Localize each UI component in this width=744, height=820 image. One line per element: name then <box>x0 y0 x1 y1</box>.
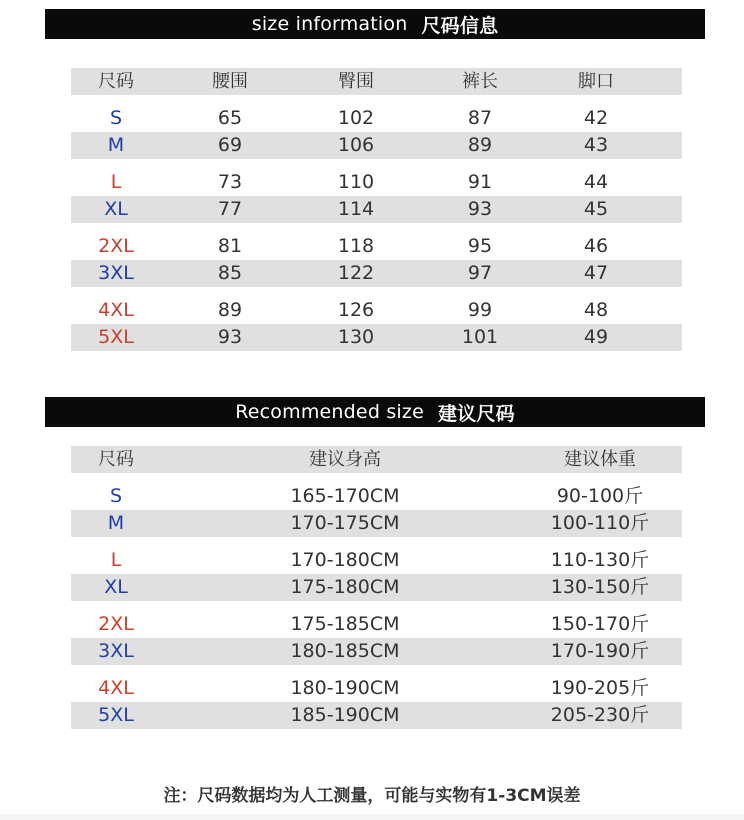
size-label: 3XL <box>98 640 134 662</box>
size-label: 4XL <box>98 677 134 699</box>
cell-recommended-weight: 110-130斤 <box>550 549 650 571</box>
size-label: M <box>107 134 125 156</box>
header-leg-opening: 脚口 <box>578 71 614 92</box>
size-information-banner <box>45 9 705 39</box>
cell-recommended-height: 180-190CM <box>290 677 400 699</box>
recommended-size-banner <box>45 397 705 427</box>
header-size: 尺码 <box>98 449 134 470</box>
cell-leg-opening: 45 <box>583 198 609 220</box>
header-recommended-height: 建议身高 <box>309 449 381 470</box>
footer-strip <box>0 814 744 820</box>
table-header-row <box>71 68 682 95</box>
cell-recommended-weight: 205-230斤 <box>550 704 650 726</box>
size-label: XL <box>104 576 128 598</box>
cell-hip: 106 <box>337 134 375 156</box>
cell-leg-opening: 43 <box>583 134 609 156</box>
size-label: 5XL <box>98 704 134 726</box>
cell-hip: 110 <box>337 171 375 193</box>
cell-leg-opening: 44 <box>583 171 609 193</box>
cell-leg-opening: 49 <box>583 326 609 348</box>
size-label: 5XL <box>98 326 134 348</box>
size-label: 2XL <box>98 613 134 635</box>
cell-length: 93 <box>467 198 493 220</box>
cell-leg-opening: 48 <box>583 299 609 321</box>
header-size: 尺码 <box>98 71 134 92</box>
recommended-size-title-en: Recommended size <box>235 401 424 423</box>
size-label: S <box>109 107 123 129</box>
size-information-table <box>71 68 682 361</box>
cell-length: 87 <box>467 107 493 129</box>
header-recommended-weight: 建议体重 <box>564 449 636 470</box>
table-row <box>71 574 682 601</box>
size-label: 3XL <box>98 262 134 284</box>
size-label: L <box>110 171 122 193</box>
cell-leg-opening: 46 <box>583 235 609 257</box>
cell-recommended-height: 165-170CM <box>290 485 400 507</box>
cell-recommended-height: 170-175CM <box>290 512 400 534</box>
table-row <box>71 260 682 287</box>
cell-hip: 130 <box>337 326 375 348</box>
cell-hip: 102 <box>337 107 375 129</box>
size-label: L <box>110 549 122 571</box>
recommended-size-title-cn: 建议尺码 <box>437 402 515 425</box>
cell-recommended-weight: 130-150斤 <box>550 576 650 598</box>
cell-leg-opening: 42 <box>583 107 609 129</box>
cell-waist: 73 <box>217 171 243 193</box>
cell-recommended-weight: 100-110斤 <box>550 512 650 534</box>
cell-hip: 122 <box>337 262 375 284</box>
size-label: S <box>109 485 123 507</box>
cell-length: 91 <box>467 171 493 193</box>
cell-recommended-weight: 90-100斤 <box>556 485 644 507</box>
size-label: 2XL <box>98 235 134 257</box>
cell-waist: 93 <box>217 326 243 348</box>
size-label: M <box>107 512 125 534</box>
header-hip: 臀围 <box>338 71 374 92</box>
table-row <box>71 196 682 223</box>
cell-waist: 89 <box>217 299 243 321</box>
table-row <box>71 324 682 351</box>
cell-recommended-height: 185-190CM <box>290 704 400 726</box>
header-length: 裤长 <box>462 71 498 92</box>
header-waist: 腰围 <box>212 71 248 92</box>
cell-recommended-height: 180-185CM <box>290 640 400 662</box>
cell-hip: 114 <box>337 198 375 220</box>
cell-recommended-height: 175-185CM <box>290 613 400 635</box>
cell-length: 99 <box>467 299 493 321</box>
table-row <box>71 638 682 665</box>
table-header-row <box>71 446 682 473</box>
size-label: 4XL <box>98 299 134 321</box>
cell-recommended-weight: 150-170斤 <box>550 613 650 635</box>
cell-recommended-weight: 190-205斤 <box>550 677 650 699</box>
size-label: XL <box>104 198 128 220</box>
cell-recommended-height: 170-180CM <box>290 549 400 571</box>
table-row <box>71 510 682 537</box>
size-information-title-en: size information <box>251 13 408 35</box>
table-row <box>71 702 682 729</box>
cell-length: 101 <box>461 326 499 348</box>
cell-length: 97 <box>467 262 493 284</box>
cell-waist: 69 <box>217 134 243 156</box>
cell-hip: 118 <box>337 235 375 257</box>
cell-waist: 81 <box>217 235 243 257</box>
cell-waist: 65 <box>217 107 243 129</box>
cell-waist: 77 <box>217 198 243 220</box>
cell-length: 89 <box>467 134 493 156</box>
cell-waist: 85 <box>217 262 243 284</box>
cell-recommended-height: 175-180CM <box>290 576 400 598</box>
recommended-size-table <box>71 446 682 739</box>
cell-length: 95 <box>467 235 493 257</box>
table-row <box>71 132 682 159</box>
measurement-note: 注：尺码数据均为人工测量，可能与实物有1-3CM误差 <box>163 786 581 806</box>
cell-hip: 126 <box>337 299 375 321</box>
size-information-title-cn: 尺码信息 <box>421 14 499 37</box>
cell-recommended-weight: 170-190斤 <box>550 640 650 662</box>
cell-leg-opening: 47 <box>583 262 609 284</box>
